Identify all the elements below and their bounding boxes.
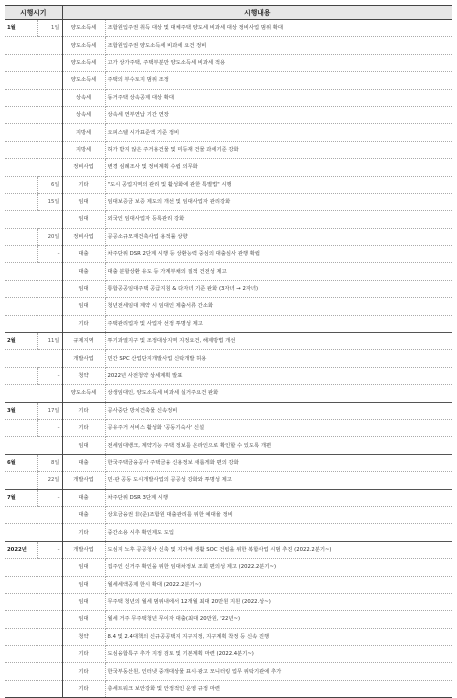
day-cell [37,298,62,315]
content-cell: 2022년 사전청약 상세계획 발표 [105,367,452,384]
content-cell: 임대보증금 보증 제도의 개선 및 임대사업자 관리강화 [105,193,452,210]
month-cell [5,263,37,280]
month-cell [5,576,37,593]
category-cell: 상속세 [62,106,105,123]
table-row [5,54,452,71]
month-cell [5,419,37,436]
content-cell: 외국인 임대사업자 등록관리 강화 [105,211,452,228]
table-row [5,141,452,158]
month-cell [5,106,37,123]
category-cell: 대출 [62,454,105,471]
month-cell [5,559,37,576]
category-cell: 양도소득세 [62,72,105,89]
content-cell: 한국부동산원, 인터넷 중개대상물 표시·광고 모니터링 업무 위탁기관에 추가 [105,663,452,680]
table-row [5,524,452,541]
month-cell [5,211,37,228]
content-cell: 층세트워크 보안강화 및 안정적인 운영 규정 마련 [105,680,452,697]
content-cell: 한국주택금융공사 주택금융 신용정보 새롭게화 편의 강화 [105,454,452,471]
category-cell: 지방세 [62,141,105,158]
category-cell: 상속세 [62,89,105,106]
day-cell [37,646,62,663]
month-cell [5,228,37,245]
day-cell [37,263,62,280]
content-cell: 투기과열지구 및 조정대상지역 지정요건, 해제방법 개선 [105,333,452,350]
table-row [5,315,452,332]
day-cell: 1일 [37,20,62,37]
day-cell: 22일 [37,472,62,489]
table-row [5,385,452,402]
table-row [5,611,452,628]
month-cell [5,593,37,610]
content-cell: 중간소용 시추 확인제도 도입 [105,524,452,541]
day-cell [37,437,62,454]
content-cell: 전세임대뱅크, 계약기능 주택 정보를 온라인으로 확인할 수 있도록 개편 [105,437,452,454]
day-cell [37,350,62,367]
day-cell: 20일 [37,228,62,245]
category-cell: 양도소득세 [62,37,105,54]
day-cell [37,89,62,106]
day-cell: 17일 [37,402,62,419]
table-row [5,20,452,37]
table-row [5,298,452,315]
content-cell: "도시 공업지역의 관리 및 활성화에 관한 특별법" 시행 [105,176,452,193]
table-header-row [5,6,452,20]
content-cell: 도심지 노후 공공청사 신축 및 지자체 생활 SOC 건립을 위한 복합사업 시범 추진 (2022.2분기~) [105,541,452,558]
content-cell: 공사중단 방치건축물 신속정비 [105,402,452,419]
month-cell [5,280,37,297]
day-cell [37,106,62,123]
day-cell: 8일 [37,454,62,471]
month-cell [5,611,37,628]
table-row [5,680,452,697]
content-cell: 월세 거주 무주택청년 무이자 대출(최대 20만원, '22년~) [105,611,452,628]
content-cell: 조합원입주권 양도소득세 비과세 요건 정비 [105,37,452,54]
day-cell: - [37,541,62,558]
day-cell [37,506,62,523]
month-cell [5,124,37,141]
content-cell: 대출 분할상환 유도 등 가계부채의 질적 건전성 제고 [105,263,452,280]
table-row [5,663,452,680]
content-cell: 청년전세임대 계약 시 임대인 제출서류 간소화 [105,298,452,315]
content-cell: 오피스텔 시가표준액 기준 정비 [105,124,452,141]
content-cell: 차주단위 DSR 2단계 시행 등 상환능력 중심의 대출심사 관행 확립 [105,246,452,263]
content-cell: 공공소규모재건축사업 용적률 상향 [105,228,452,245]
category-cell: 개발사업 [62,472,105,489]
month-cell: 2022년 [5,541,37,558]
month-cell [5,646,37,663]
month-cell [5,141,37,158]
month-cell [5,193,37,210]
day-cell [37,385,62,402]
category-cell: 대출 [62,263,105,280]
category-cell: 양도소득세 [62,54,105,71]
table-row [5,419,452,436]
day-cell [37,280,62,297]
table-row [5,437,452,454]
content-cell: 조합원입주권 취득 대상 및 대체주택 양도세 비과세 대상 정비사업 범위 확대 [105,20,452,37]
table-row [5,541,452,558]
table-row [5,593,452,610]
category-cell: 임대 [62,593,105,610]
month-cell [5,437,37,454]
table-row [5,628,452,645]
table-row [5,124,452,141]
category-cell: 기타 [62,524,105,541]
table-row [5,228,452,245]
category-cell: 임대 [62,211,105,228]
content-cell: 무주택 청년의 월세 범위내에서 12개월 최대 20만원 지원 (2022.상~) [105,593,452,610]
content-cell: 통합공공임대주택 공급지침 & 다자녀 기준 완화 (3자녀 → 2자녀) [105,280,452,297]
category-cell: 청약 [62,628,105,645]
table-row [5,159,452,176]
category-cell: 임대 [62,559,105,576]
table-row [5,211,452,228]
day-cell [37,663,62,680]
content-cell: 8.4 및 2.4대책의 신규공공택지 지구지정, 지구계획 착정 등 신속 진행 [105,628,452,645]
table-row [5,263,452,280]
table-row [5,350,452,367]
table-row [5,402,452,419]
header-time: 시행시기 [5,6,62,20]
category-cell: 임대 [62,298,105,315]
day-cell: - [37,419,62,436]
content-cell: 상호금융권 非(준)조합원 대출관리를 위한 예대율 정비 [105,506,452,523]
content-cell: 민·관 공동 도시개발사업의 공공성 강화와 투명성 제고 [105,472,452,489]
day-cell: 15일 [37,193,62,210]
content-cell: 월세세액공제 한시 확대 (2022.2분기~) [105,576,452,593]
table-row [5,454,452,471]
category-cell: 개발사업 [62,541,105,558]
day-cell: 11일 [37,333,62,350]
table-row [5,367,452,384]
content-cell: 도심융합특구 추가 지정 검토 및 기본계획 마련 (2022.4분기~) [105,646,452,663]
month-cell [5,89,37,106]
table-body [5,20,452,698]
content-cell: 상생임대인, 양도소득세 비과세 실거주요건 완화 [105,385,452,402]
content-cell: 동거주택 상속공제 대상 확대 [105,89,452,106]
day-cell [37,54,62,71]
day-cell [37,576,62,593]
table-row [5,106,452,123]
content-cell: 변경 심례조사 및 정비계획 수립 의무화 [105,159,452,176]
month-cell [5,628,37,645]
category-cell: 정비사업 [62,228,105,245]
category-cell: 기타 [62,663,105,680]
category-cell: 임대 [62,280,105,297]
day-cell [37,315,62,332]
category-cell: 기타 [62,315,105,332]
day-cell: - [37,367,62,384]
category-cell: 임대 [62,611,105,628]
day-cell [37,524,62,541]
table-row [5,333,452,350]
table-row [5,280,452,297]
category-cell: 양도소득세 [62,385,105,402]
content-cell: 주택관리업자 및 사업자 선정 투명성 제고 [105,315,452,332]
month-cell [5,298,37,315]
content-cell: 차주단위 DSR 3단계 시행 [105,489,452,506]
table-row [5,176,452,193]
day-cell: - [37,246,62,263]
day-cell [37,680,62,697]
month-cell [5,506,37,523]
category-cell: 임대 [62,193,105,210]
day-cell [37,72,62,89]
month-cell [5,176,37,193]
category-cell: 대출 [62,489,105,506]
month-cell: 3월 [5,402,37,419]
content-cell: 허가 받지 않은 주거용건물 및 미등재 건물 과세기준 강화 [105,141,452,158]
table-row [5,489,452,506]
table-row [5,246,452,263]
day-cell [37,124,62,141]
table-row [5,506,452,523]
category-cell: 임대 [62,437,105,454]
day-cell [37,593,62,610]
day-cell [37,628,62,645]
month-cell: 7월 [5,489,37,506]
month-cell [5,159,37,176]
category-cell: 기타 [62,176,105,193]
table-row [5,559,452,576]
day-cell [37,141,62,158]
month-cell [5,680,37,697]
table-row [5,89,452,106]
category-cell: 임대 [62,576,105,593]
category-cell: 개발사업 [62,350,105,367]
content-cell: 집주인 신거주 확인을 위한 임대차정보 조회 편의성 제고 (2022.2분기~) [105,559,452,576]
category-cell: 지방세 [62,124,105,141]
month-cell [5,54,37,71]
content-cell: 주택의 부수토지 범위 조정 [105,72,452,89]
table-row [5,472,452,489]
day-cell: 6일 [37,176,62,193]
day-cell [37,611,62,628]
category-cell: 대출 [62,246,105,263]
day-cell [37,211,62,228]
month-cell [5,367,37,384]
category-cell: 정비사업 [62,159,105,176]
category-cell: 양도소득세 [62,20,105,37]
month-cell [5,524,37,541]
day-cell [37,37,62,54]
content-cell: 공유주거 서비스 활성화 '공동기숙사' 신설 [105,419,452,436]
table-row [5,193,452,210]
month-cell: 6월 [5,454,37,471]
month-cell [5,315,37,332]
month-cell [5,472,37,489]
month-cell: 2월 [5,333,37,350]
content-cell: 고가 상가주택, 주택부분만 양도소득세 비과세 적용 [105,54,452,71]
table-row [5,576,452,593]
month-cell [5,72,37,89]
day-cell [37,559,62,576]
month-cell [5,246,37,263]
schedule-table [5,5,452,698]
table-row [5,72,452,89]
month-cell [5,385,37,402]
month-cell [5,37,37,54]
category-cell: 규제지역 [62,333,105,350]
category-cell: 청약 [62,367,105,384]
category-cell: 기타 [62,680,105,697]
category-cell: 기타 [62,402,105,419]
content-cell: 민간 SPC 산업단지개발사업 신탁개발 허용 [105,350,452,367]
table-row [5,37,452,54]
table-row [5,646,452,663]
content-cell: 상속세 연부연납 기간 연장 [105,106,452,123]
category-cell: 기타 [62,419,105,436]
header-content: 시행내용 [62,6,452,20]
day-cell: - [37,489,62,506]
month-cell [5,663,37,680]
month-cell: 1월 [5,20,37,37]
day-cell [37,159,62,176]
month-cell [5,350,37,367]
category-cell: 기타 [62,646,105,663]
category-cell: 대출 [62,506,105,523]
